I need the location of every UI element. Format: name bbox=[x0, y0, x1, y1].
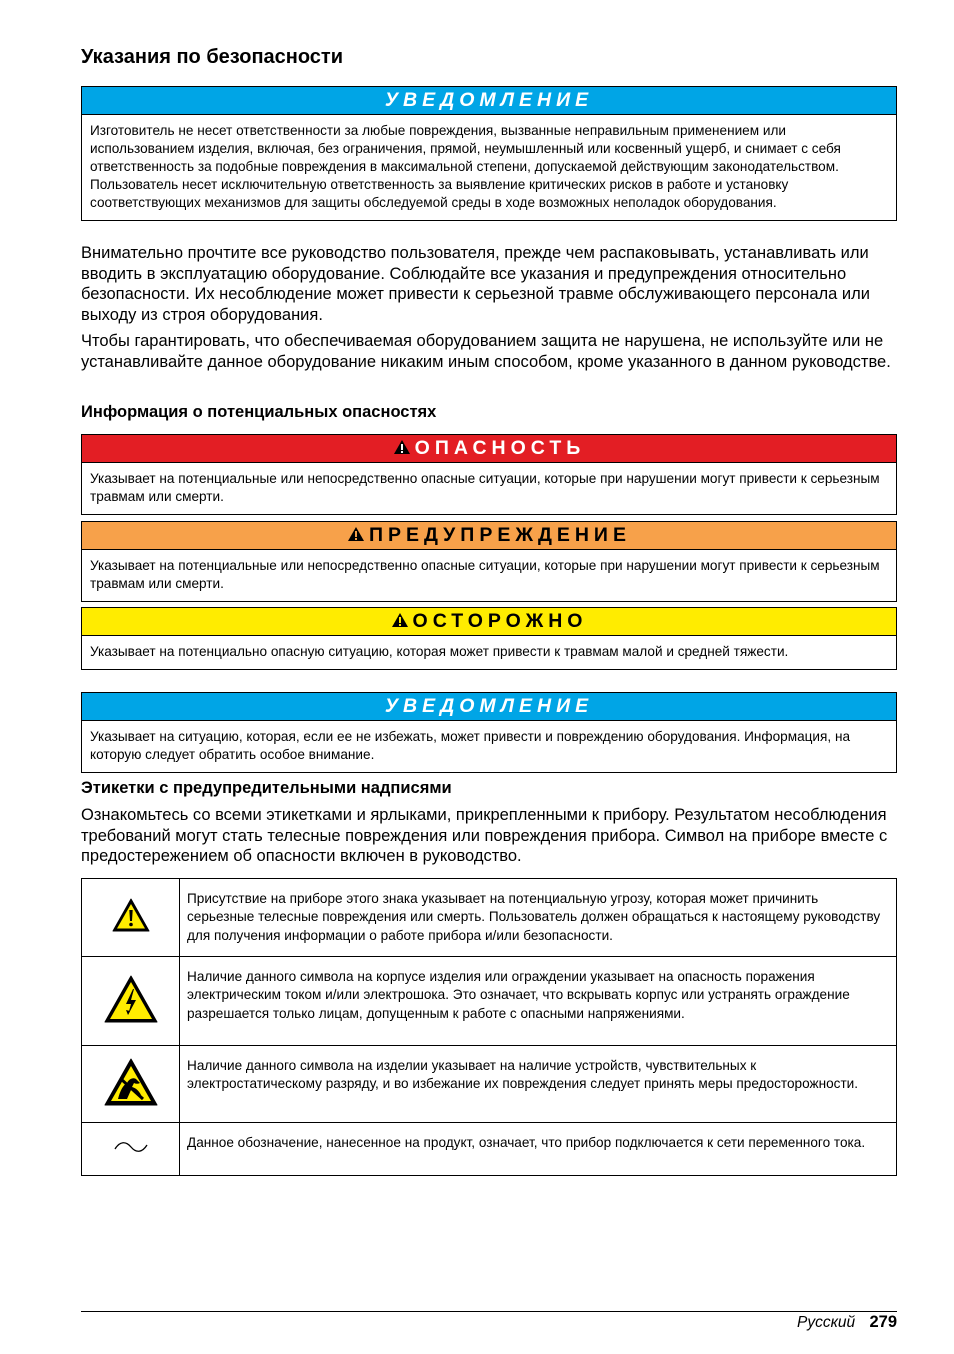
intro-paragraph: Внимательно прочтите все руководство пользователя, прежде чем распаковывать, устанавливать или вводить в эксплуатацию оборудование. Соблюдайте все указания и предупреждения относительно безопасности. Их несоблюдение может привести к серьезной травме обслуживающего персонала или выходу из строя оборудования. bbox=[81, 244, 870, 325]
usage-paragraph: Чтобы гарантировать, что обеспечиваемая оборудованием защита не нарушена, не используйте или не устанавливайте данное оборудование никаким иным способом, кроме указанного в данном руководстве. bbox=[81, 332, 891, 371]
table-row bbox=[82, 879, 897, 957]
label-description: Данное обозначение, нанесенное на продукт, означает, что прибор подключается к сети переменного тока. bbox=[180, 1123, 897, 1176]
footer-divider bbox=[81, 1311, 897, 1312]
warning-triangle-icon bbox=[391, 612, 409, 628]
subheading-hazard-info: Информация о потенциальных опасностях bbox=[81, 403, 437, 421]
warning-triangle-icon bbox=[347, 526, 365, 542]
warning-triangle-icon bbox=[111, 897, 151, 933]
subheading-warning-labels: Этикетки с предупредительными надписями bbox=[81, 779, 452, 797]
footer-language: Русский bbox=[797, 1314, 856, 1331]
page-number: 279 bbox=[869, 1313, 897, 1331]
labels-paragraph: Ознакомьтесь со всеми этикетками и ярлыками, прикрепленными к прибору. Результатом несоблюдения требований могут стать телесные повреждения или повреждения прибора. Символ на приборе вместе с предостережением об опасности включен в руководство. bbox=[81, 806, 888, 866]
electric-shock-icon bbox=[103, 974, 159, 1024]
alternating-current-icon bbox=[111, 1139, 151, 1155]
danger-label: ОПАСНОСТЬ bbox=[414, 437, 586, 459]
warning-box bbox=[81, 521, 897, 602]
esd-sensitive-icon bbox=[103, 1057, 159, 1107]
notice-text: Указывает на ситуацию, которая, если ее не избежать, может привести и повреждению оборудования. Информация, на которую следует обратить особое внимание. bbox=[90, 729, 851, 762]
label-description: Присутствие на приборе этого знака указывает на потенциальную угрозу, которая может причинить серьезные телесные повреждения или смерть. Пользователь должен обращаться к настоящему руководству для получения информации о работе прибора и/или безопасности. bbox=[180, 879, 897, 957]
caution-box bbox=[81, 607, 897, 670]
warning-text: Указывает на потенциальные или непосредственно опасные ситуации, которые при нарушении могут привести к серьезным травмам или смерти. bbox=[90, 558, 880, 591]
warning-label: ПРЕДУПРЕЖДЕНИЕ bbox=[369, 524, 631, 546]
section-heading-safety: Указания по безопасности bbox=[81, 46, 344, 68]
caution-label: ОСТОРОЖНО bbox=[412, 610, 588, 632]
notice-box bbox=[81, 86, 897, 221]
label-description: Наличие данного символа на корпусе изделия или ограждении указывает на опасность поражения электрическим током и/или электрошока. Это означает, что вскрывать корпус или устранять ограждение разрешается только лицам, допущенным к работе с опасными напряжениями. bbox=[180, 957, 897, 1046]
danger-text: Указывает на потенциальные или непосредственно опасные ситуации, которые при нарушении могут привести к серьезным травмам или смерти. bbox=[90, 471, 880, 504]
table-row bbox=[82, 1046, 897, 1123]
table-row bbox=[82, 1123, 897, 1176]
danger-header bbox=[82, 435, 896, 463]
caution-header bbox=[82, 608, 896, 636]
notice-box bbox=[81, 692, 897, 773]
warning-labels-table bbox=[81, 878, 897, 1176]
label-description: Наличие данного символа на изделии указывает на наличие устройств, чувствительных к электростатическому разряду, и во избежание их повреждения следует принять меры предосторожности. bbox=[180, 1046, 897, 1123]
warning-header bbox=[82, 522, 896, 550]
caution-text: Указывает на потенциально опасную ситуацию, которая может привести к травмам малой и средней тяжести. bbox=[90, 644, 789, 659]
page-footer bbox=[797, 1313, 897, 1332]
notice-text: Изготовитель не несет ответственности за любые повреждения, вызванные неправильным применением или использованием изделия, включая, без ограничения, прямой, неумышленный или косвенный ущерб, и снимает с себя ответственность за подобные повреждения в максимальной степени, допускаемой действующим законодательством. Пользователь несет исключительную ответственность за выявление критических рисков в работе и установку соответствующих механизмов для защиты обследуемой среды в ходе возможных неполадок оборудования. bbox=[90, 123, 841, 210]
warning-triangle-icon bbox=[393, 439, 411, 455]
notice-label: УВЕДОМЛЕНИЕ bbox=[82, 87, 896, 115]
table-row bbox=[82, 957, 897, 1046]
danger-box bbox=[81, 434, 897, 515]
notice-label: УВЕДОМЛЕНИЕ bbox=[82, 693, 896, 721]
